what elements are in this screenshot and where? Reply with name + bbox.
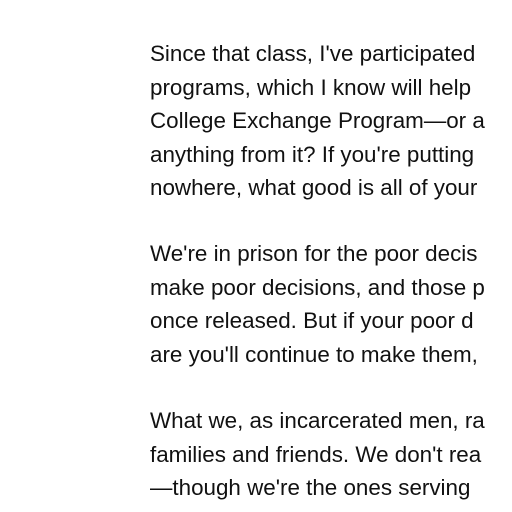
text-line: once released. But if your poor d xyxy=(150,308,474,333)
paragraph-2 xyxy=(150,237,485,371)
paragraph-1 xyxy=(150,37,485,205)
text-line: are you'll continue to make them, xyxy=(150,341,478,367)
text-line: anything from it? If you're putting xyxy=(150,141,475,167)
text-line: What we, as incarcerated men, ra xyxy=(150,408,485,433)
text-line: programs, which I know will help xyxy=(150,74,472,100)
paragraph-3 xyxy=(150,404,485,505)
text-line: We're in prison for the poor decis xyxy=(150,241,478,266)
text-line: Since that class, I've participated xyxy=(150,41,476,66)
text-line: College Exchange Program—or a xyxy=(150,108,485,133)
text-line: nowhere, what good is all of your xyxy=(150,175,478,200)
text-line: —though we're the ones serving xyxy=(150,475,471,500)
text-line: families and friends. We don't rea xyxy=(150,441,482,467)
text-line: make poor decisions, and those p xyxy=(150,274,485,300)
